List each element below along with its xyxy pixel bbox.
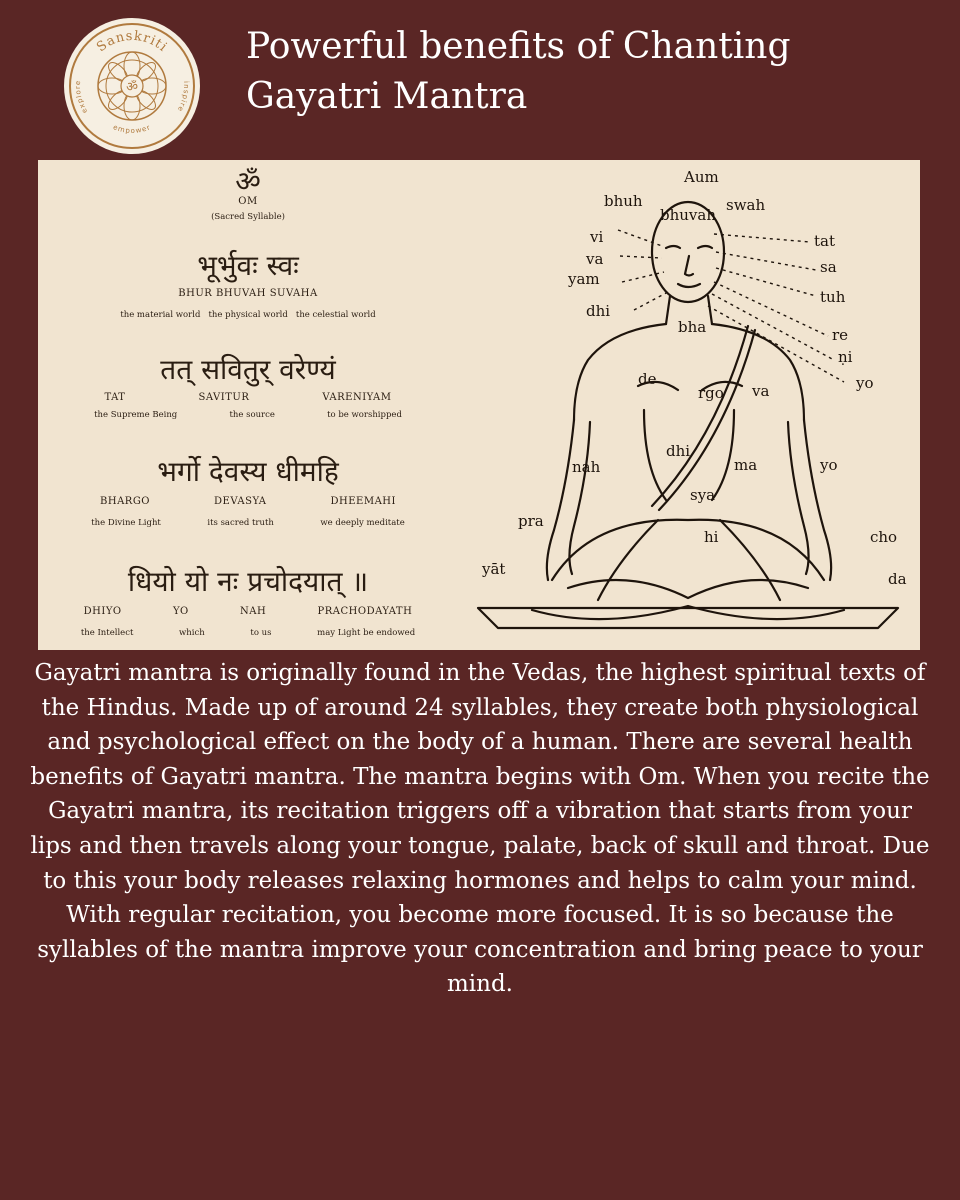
line1-gloss [38,310,458,320]
word: VARENIYAM [322,392,392,403]
gloss: the Divine Light [91,518,161,528]
syllable-bhuh: bhuh [604,192,643,210]
svg-text:empower [112,123,152,135]
syllable-yam: yam [568,270,600,288]
om-glyph-icon: ॐ [126,80,138,95]
line2-devanagari: तत् सवितुर् वरेण्यं [160,353,336,386]
syllable-pra: pra [518,512,544,530]
gloss: the Intellect [80,628,134,638]
line3-devanagari: भर्गो देवस्य धीमहि [157,455,339,488]
word: DHIYO [83,606,122,617]
syllable-de: de [638,370,657,388]
sanskriti-logo [64,18,200,154]
gloss: we deeply meditate [320,518,405,528]
syllable-bhuvah: bhuvah [660,206,717,224]
syllable-yat: yāt [482,560,506,578]
logo-ring-right: inspire [175,80,191,114]
syllable-yo: yo [856,374,874,392]
syllable-bha: bha [678,318,707,336]
logo-ring-left: explore [73,79,90,115]
line2-transliteration [38,392,458,403]
gloss: its sacred truth [207,518,274,528]
syllable-dhi: dhi [586,302,611,320]
word: SAVITUR [198,392,250,403]
gloss: the physical world [208,310,288,320]
word: SUVAHA [269,288,318,299]
mantra-illustration [38,160,920,650]
word: DEVASYA [214,496,267,507]
om-gloss: (Sacred Syllable) [211,212,285,222]
syllable-nah: nah [572,458,601,476]
syllable-ma: ma [734,456,758,474]
line3-transliteration [38,496,458,507]
word: BHUVAH [216,288,266,299]
syllable-aum: Aum [684,168,719,186]
syllable-va: va [586,250,604,268]
line4-transliteration [38,606,458,617]
gloss: may Light be endowed [317,628,416,638]
om-devanagari: ॐ [235,165,261,198]
word: TAT [104,392,126,403]
line3-gloss [38,518,458,528]
gloss: the Supreme Being [94,410,178,420]
word: NAH [240,606,267,617]
syllable-vi: vi [590,228,604,246]
syllable-dhi-abdomen: dhi [666,442,691,460]
syllable-tat: tat [814,232,835,250]
word: BHARGO [100,496,151,507]
syllable-rgo: rgo [698,384,724,402]
syllable-swah: swah [726,196,766,214]
line1-devanagari: भूर्भुवः स्वः [197,249,299,282]
gloss: to us [250,628,272,638]
om-transliteration: OM [238,196,258,207]
syllable-da: da [888,570,907,588]
word: YO [172,606,189,617]
syllable-cho: cho [870,528,898,546]
line1-transliteration [38,288,458,299]
gloss: to be worshipped [327,410,402,420]
svg-text:explore [74,80,89,115]
syllable-va-chest: va [752,382,770,400]
syllable-sya: sya [690,486,716,504]
word: DHEEMAHI [330,496,396,507]
word: PRACHODAYATH [317,606,413,617]
gloss: the source [229,410,275,420]
syllable-ni: ṇi [838,348,853,366]
line2-gloss [38,410,458,420]
meditating-figure [458,160,920,650]
syllable-sa: sa [820,258,837,276]
description-paragraph: Gayatri mantra is originally found in the Vedas, the highest spiritual texts of the Hindus. Made up of around 24 syllables, they create both physiological and psychological effect on the body of a human. There are several health benefits of Gayatri mantra. The mantra begins with Om. When you recite the Gayatri mantra, its recitation triggers off a vibration that starts from your lips and then travels along your tongue, palate, back of skull and throat. Due to this your body releases relaxing hormones and helps to calm your mind. With regular recitation, you become more focused. It is so because the syllables of the mantra improve your concentration and bring peace to your mind. [30,660,930,998]
syllable-tuh: tuh [820,288,846,306]
gloss: the material world [120,310,201,320]
gloss: the celestial world [295,310,376,320]
gloss: which [179,628,205,638]
page-title: Powerful benefits of Chanting Gayatri Mantra [246,26,791,117]
logo-brand: Sanskriti [94,28,171,56]
word: BHUR [178,288,213,299]
syllable-yo-arm: yo [820,456,838,474]
mantra-text-column [38,160,458,650]
syllable-re: re [832,326,849,344]
syllable-hi: hi [704,528,719,546]
line4-gloss [38,628,458,638]
line4-devanagari: धियो यो नः प्रचोदयात् ॥ [127,565,369,598]
logo-ring-bottom: empower [111,123,153,136]
svg-text:inspire [175,81,190,113]
meditating-figure-drawing [458,160,920,650]
